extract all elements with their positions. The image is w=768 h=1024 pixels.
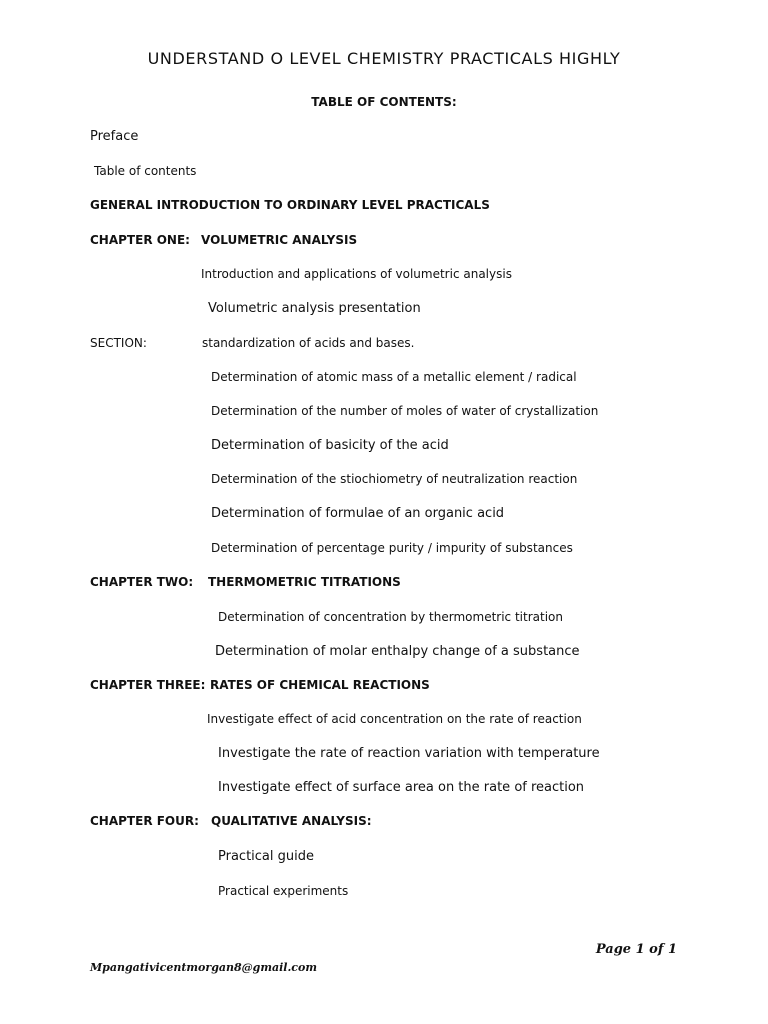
toc-item: Investigate effect of acid concentration on the rate of reaction — [207, 712, 582, 726]
toc-item: Determination of atomic mass of a metallic element / radical — [211, 370, 577, 384]
toc-item: Determination of percentage purity / impurity of substances — [211, 541, 573, 555]
chapter-two-label: CHAPTER TWO: — [90, 575, 194, 589]
page-number: Page 1 of 1 — [595, 942, 677, 957]
toc-item: Determination of the stiochiometry of neutralization reaction — [211, 472, 578, 486]
toc-item: Practical experiments — [218, 884, 349, 898]
chapter-four-title: QUALITATIVE ANALYSIS: — [211, 814, 372, 828]
toc-heading: TABLE OF CONTENTS: — [311, 95, 457, 109]
footer-email: Mpangativicentmorgan8@gmail.com — [90, 961, 317, 974]
document-title: UNDERSTAND O LEVEL CHEMISTRY PRACTICALS HIGHLY — [147, 49, 621, 68]
section-label: SECTION: — [90, 336, 147, 350]
toc-entry-table-of-contents: Table of contents — [94, 164, 197, 178]
chapter-one-title: VOLUMETRIC ANALYSIS — [201, 233, 358, 247]
toc-item: Determination of the number of moles of water of crystallization — [211, 404, 599, 418]
toc-item: Introduction and applications of volumetric analysis — [201, 267, 512, 281]
chapter-three-title: RATES OF CHEMICAL REACTIONS — [210, 678, 430, 692]
toc-item: Investigate the rate of reaction variation with temperature — [218, 746, 600, 761]
section-title: standardization of acids and bases. — [202, 336, 415, 350]
toc-item: Practical guide — [218, 849, 314, 864]
chapter-two-title: THERMOMETRIC TITRATIONS — [208, 575, 401, 589]
toc-item: Determination of concentration by thermometric titration — [218, 610, 563, 624]
toc-item: Determination of formulae of an organic acid — [211, 506, 505, 521]
toc-general-introduction: GENERAL INTRODUCTION TO ORDINARY LEVEL PRACTICALS — [90, 198, 490, 212]
toc-item: Investigate effect of surface area on the rate of reaction — [218, 780, 585, 795]
toc-item: Determination of basicity of the acid — [211, 438, 449, 453]
chapter-four-label: CHAPTER FOUR: — [90, 814, 199, 828]
toc-item: Determination of molar enthalpy change of a substance — [215, 644, 580, 659]
toc-item: Volumetric analysis presentation — [208, 301, 421, 316]
toc-entry-preface: Preface — [90, 129, 139, 144]
chapter-three-label: CHAPTER THREE: — [90, 678, 206, 692]
chapter-one-label: CHAPTER ONE: — [90, 233, 190, 247]
